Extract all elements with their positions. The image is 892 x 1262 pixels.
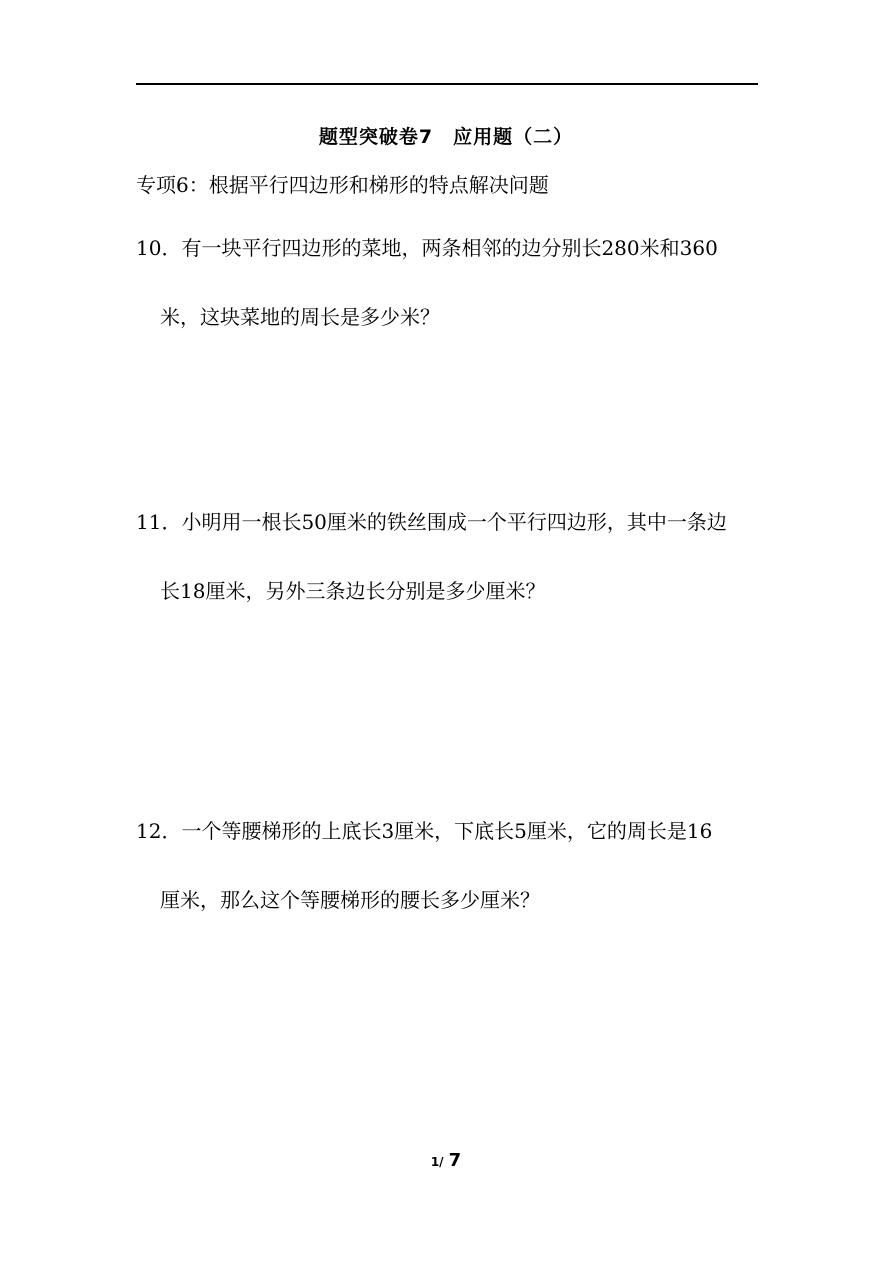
page-number	[0, 1150, 892, 1171]
current-page: 1/	[430, 1155, 444, 1169]
question-text-line: 12．一个等腰梯形的上底长3厘米，下底长5厘米，它的周长是16	[136, 819, 713, 843]
question-text-line: 11．小明用一根长50厘米的铁丝围成一个平行四边形，其中一条边	[136, 510, 727, 534]
total-pages: 7	[448, 1150, 462, 1171]
section-heading: 专项6：根据平行四边形和梯形的特点解决问题	[136, 173, 549, 197]
header-rule	[136, 83, 758, 85]
question-text-line: 米，这块菜地的周长是多少米？	[160, 305, 440, 329]
question-text-line: 10．有一块平行四边形的菜地，两条相邻的边分别长280米和360	[136, 236, 718, 260]
question-text-line: 厘米，那么这个等腰梯形的腰长多少厘米？	[160, 888, 540, 912]
page-title: 题型突破卷7 应用题（二）	[318, 126, 574, 148]
question-text-line: 长18厘米，另外三条边长分别是多少厘米？	[160, 579, 546, 603]
